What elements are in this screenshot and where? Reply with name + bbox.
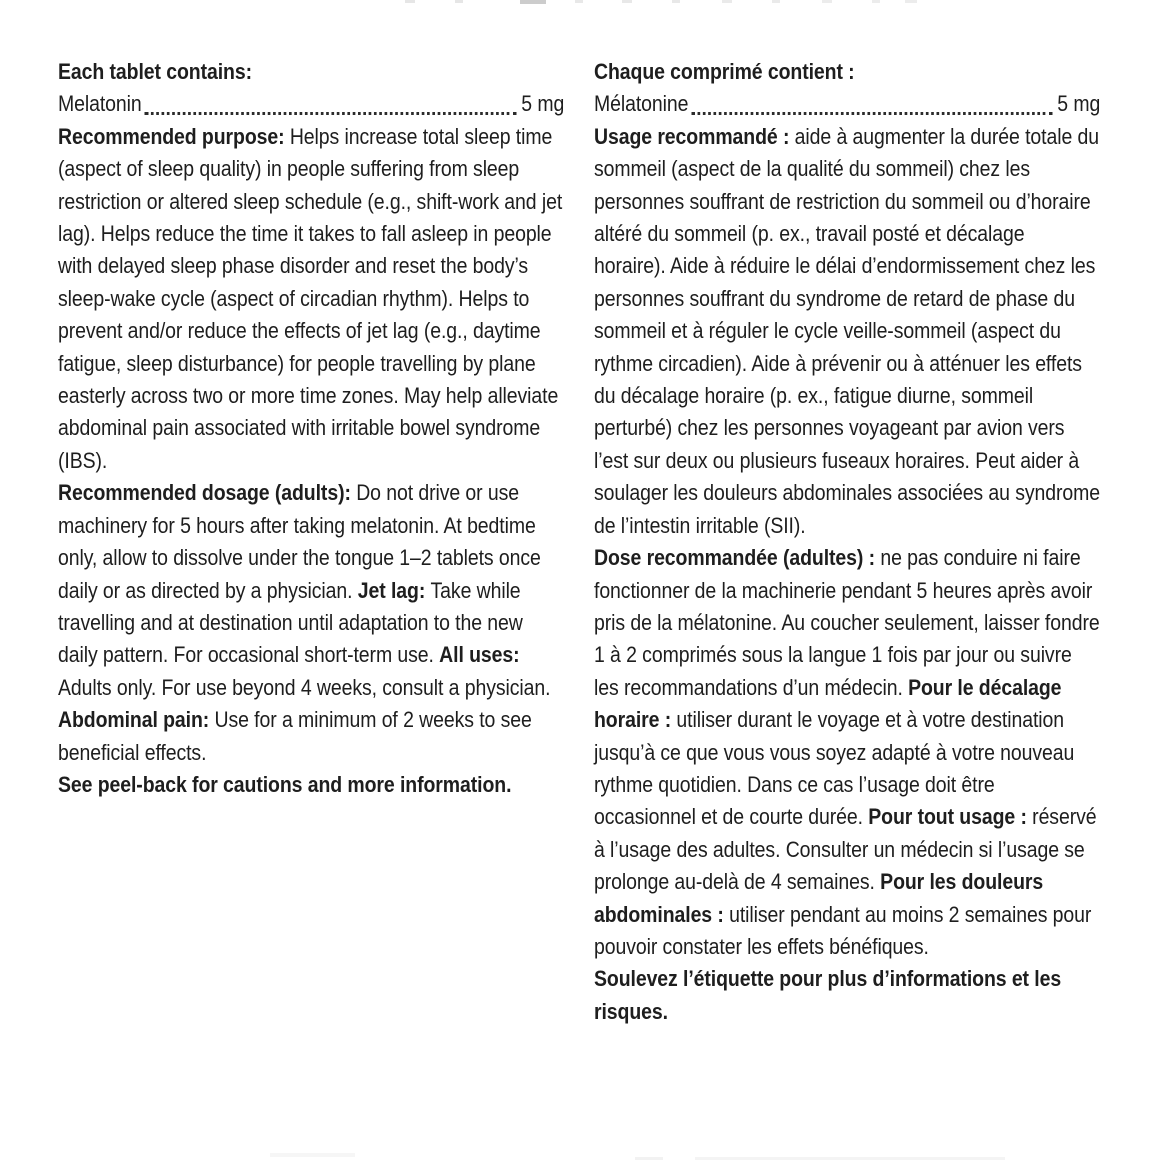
column-english: [58, 56, 564, 801]
dot-leader: [691, 112, 1053, 115]
text-run: Do not drive or use machinery for 5 hours after taking melatonin. At bedtime only, allow to dissolve under the tongue 1–2 tablets once daily or as directed by a physician.: [58, 480, 541, 603]
bold-run: Dose recommandée (adultes) :: [594, 545, 881, 571]
paragraph: [594, 121, 1100, 542]
english-contains-heading: Each tablet contains:: [58, 59, 252, 84]
paragraph: [58, 477, 564, 769]
bold-run: Usage recommandé :: [594, 123, 795, 149]
english-ingredient-name: Melatonin: [58, 91, 142, 117]
top-edge-artifact: [455, 0, 463, 3]
bold-run: Abdominal pain:: [58, 707, 215, 733]
english-paragraphs: [58, 121, 564, 802]
text-run: Use for a minimum of 2 weeks to see beneficial effects.: [58, 707, 532, 765]
bold-run: Recommended purpose:: [58, 123, 290, 149]
bold-run: All uses:: [439, 642, 520, 668]
bottom-edge-artifact: [635, 1157, 663, 1160]
text-run: Adults only. For use beyond 4 weeks, consult a physician.: [58, 674, 551, 700]
bold-run: Soulevez l’étiquette pour plus d’informations et les risques.: [594, 966, 1062, 1024]
dot-leader: [144, 112, 517, 115]
text-run: ne pas conduire ni faire fonctionner de la machinerie pendant 5 heures après avoir pris de la mélatonine. Au coucher seulement, laisser fondre 1 à 2 comprimés sous la langue 1 fois par jour ou suivre les recommandations d’un médecin.: [594, 545, 1100, 700]
bottom-edge-artifact: [270, 1153, 355, 1157]
top-edge-artifact: [672, 0, 680, 3]
top-edge-artifact: [905, 0, 917, 3]
french-contains-heading: Chaque comprimé contient :: [594, 59, 855, 84]
bottom-edge-artifact: [695, 1157, 1005, 1160]
bold-run: See peel-back for cautions and more information.: [58, 771, 512, 797]
top-edge-artifact: [575, 0, 583, 3]
top-edge-artifact: [822, 0, 832, 3]
top-edge-artifact: [772, 0, 780, 3]
text-run: Helps increase total sleep time (aspect of sleep quality) in people suffering from sleep restriction or altered sleep schedule (e.g., shift-work and jet lag). Helps reduce the time it takes to fall asleep in people with delayed sleep phase disorder and reset the body’s sleep-wake cycle (aspect of circadian rhythm). Helps to prevent and/or reduce the effects of jet lag (e.g., daytime fatigue, sleep disturbance) for people travelling by plane easterly across two or more time zones. May help alleviate abdominal pain associated with irritable bowel syndrome (IBS).: [58, 123, 563, 473]
top-edge-artifact: [520, 0, 546, 4]
english-ingredient-amount: 5 mg: [521, 91, 565, 117]
text-run: aide à augmenter la durée totale du sommeil (aspect de la qualité du sommeil) chez les personnes souffrant de restriction du sommeil ou d’horaire altéré du sommeil (p. ex., travail posté et décalage horaire). Aide à réduire le délai d’endormissement chez les personnes souffrant du syndrome de retard de phase du sommeil et à réguler le cycle veille-sommeil (aspect du rythme circadien). Aide à prévenir ou à atténuer les effets du décalage horaire (p. ex., fatigue diurne, sommeil perturbé) chez les personnes voyageant par avion vers l’est sur deux ou plusieurs fuseaux horaires. Peut aider à soulager les douleurs abdominales associées au syndrome de l’intestin irritable (SII).: [594, 123, 1100, 538]
french-ingredient-amount: 5 mg: [1057, 91, 1101, 117]
paragraph: [594, 963, 1100, 1028]
top-edge-artifact: [405, 0, 415, 3]
paragraph: [58, 769, 564, 801]
text-run: Take while travelling and at destination until adaptation to the new daily pattern. For occasional short-term use.: [58, 577, 523, 668]
french-paragraphs: [594, 121, 1100, 1028]
column-french: [594, 56, 1100, 1028]
text-run: réservé à l’usage des adultes. Consulter un médecin si l’usage se prolonge au-delà de 4 semaines.: [594, 804, 1097, 895]
top-edge-artifact: [622, 0, 632, 3]
paragraph: [594, 542, 1100, 963]
top-edge-artifact: [722, 0, 732, 3]
bold-run: Jet lag:: [357, 577, 431, 603]
bold-run: Pour le décalage horaire :: [594, 674, 1062, 733]
text-run: utiliser pendant au moins 2 semaines pour pouvoir constater les effets bénéfiques.: [594, 901, 1092, 959]
french-ingredient-name: Mélatonine: [594, 91, 689, 117]
text-run: utiliser durant le voyage et à votre destination jusqu’à ce que vous vous soyez adapté à votre nouveau rythme quotidien. Dans ce cas l’usage doit être occasionnel et de courte durée.: [594, 707, 1075, 830]
bold-run: Pour les douleurs abdominales :: [594, 869, 1044, 927]
bold-run: Pour tout usage :: [868, 804, 1033, 830]
bold-run: Recommended dosage (adults):: [58, 480, 357, 506]
english-ingredient-row: [58, 88, 564, 120]
top-edge-artifact: [872, 0, 880, 3]
french-ingredient-row: [594, 88, 1100, 120]
paragraph: [58, 121, 564, 477]
